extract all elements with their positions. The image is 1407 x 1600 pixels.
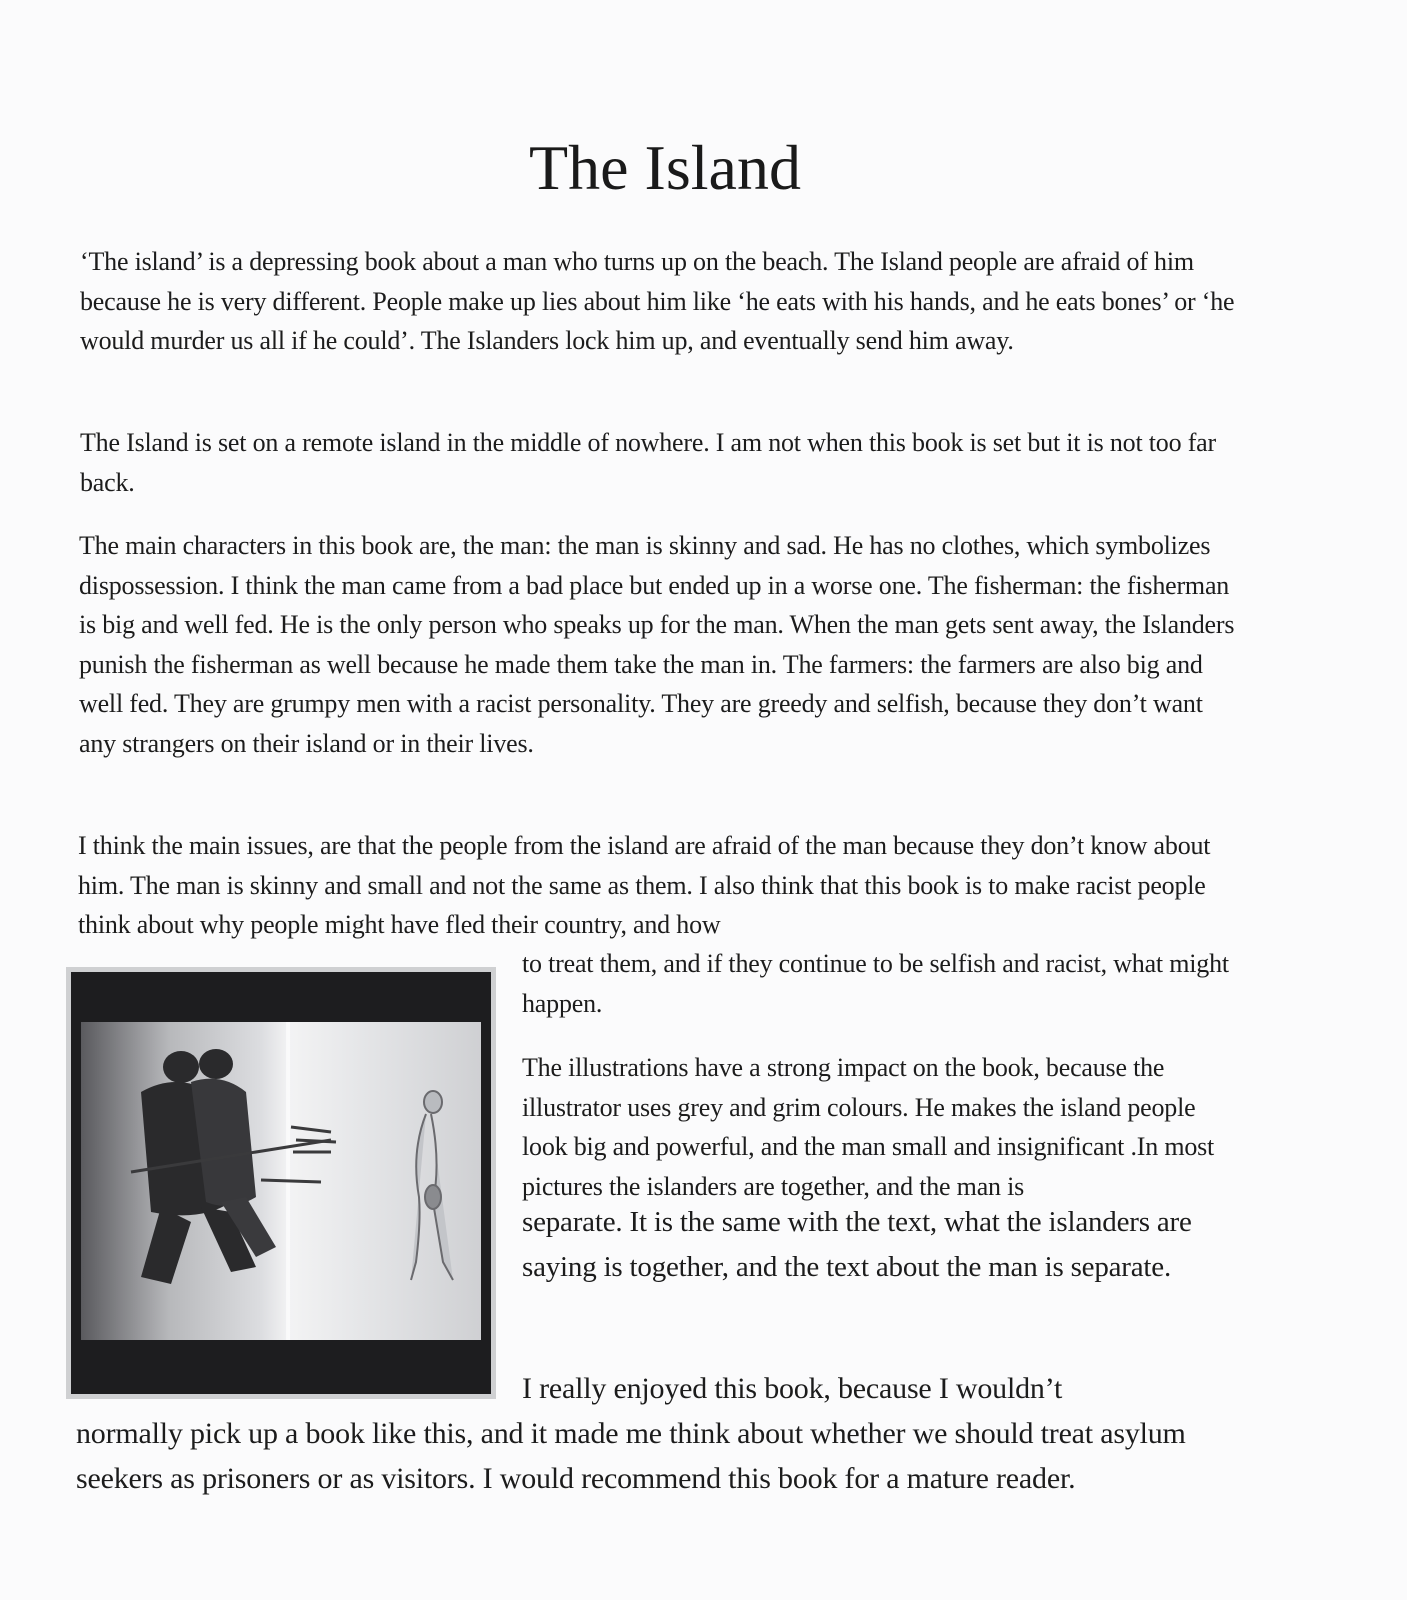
stranger-figure [411, 1091, 453, 1280]
paragraph-summary: ‘The island’ is a depressing book about a man who turns up on the beach. The Island people are afraid of him because he is very different. People make up lies about him like ‘he eats with his hands, and he eats bones’ or ‘he would murder us all if he could’. The Islanders lock him up, and eventually send him away. [80, 247, 1235, 355]
photo-frame [71, 972, 491, 1394]
page-title: The Island [529, 132, 801, 203]
paragraph-illustrations: The illustrations have a strong impact on the book, because the illustrator uses grey and grim colours. He makes the island people look big and powerful, and the man small and insignificant .In most pictures the islanders are together, and the man is [522, 1053, 1215, 1201]
paragraph-illustrations-continued: separate. It is the same with the text, what the islanders are saying is together, and the text about the man is separate. [522, 1206, 1192, 1283]
paragraph-setting: The Island is set on a remote island in the middle of nowhere. I am not when this book is set but it is not too far back. [80, 428, 1216, 497]
paragraph-characters: The main characters in this book are, the man: the man is skinny and sad. He has no clothes, which symbolizes dispossession. I think the man came from a bad place but ended up in a worse one. The fisherman: the fisherman is big and well fed. He is the only person who speaks up for the man. When the man gets sent away, the Islanders punish the fisherman as well because he made them take the man in. The farmers: the farmers are also big and well fed. They are grumpy men with a racist personality. They are greedy and selfish, because they don’t want any strangers on their island or in their lives. [79, 531, 1235, 758]
paragraph-opinion-start: I really enjoyed this book, because I wouldn’t [522, 1372, 1063, 1405]
book-illustration-photo [66, 967, 496, 1399]
paragraph-issues-continued: to treat them, and if they continue to be selfish and racist, what might happen. [522, 949, 1229, 1018]
illustration-figures [81, 1022, 481, 1340]
paragraph-opinion: normally pick up a book like this, and it made me think about whether we should treat asylum seekers as prisoners or as visitors. I would recommend this book for a mature reader. [76, 1417, 1186, 1495]
book-spread [81, 1022, 481, 1340]
paragraph-issues: I think the main issues, are that the people from the island are afraid of the man because they don’t know about him. The man is skinny and small and not the same as them. I also think that this book is to make racist people think about why people might have fled their country, and how [78, 831, 1211, 939]
